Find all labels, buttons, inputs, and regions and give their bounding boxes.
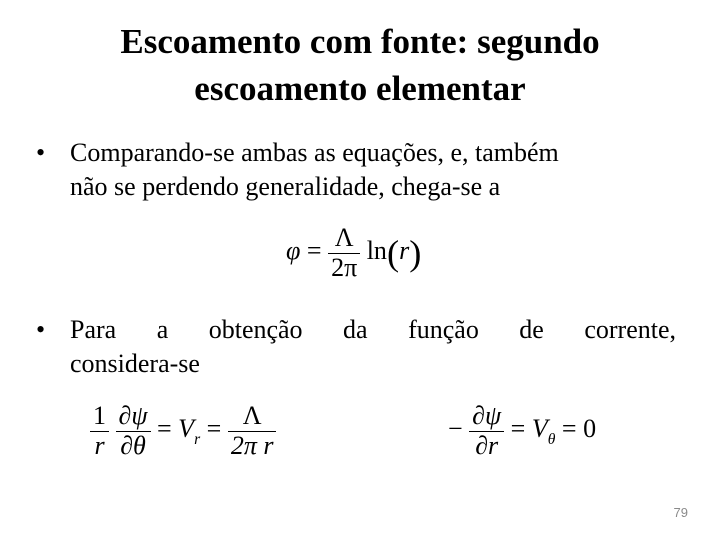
bullet-text — [70, 313, 676, 381]
title-line-1: Escoamento com fonte: segundo — [120, 22, 600, 61]
open-paren: ( — [386, 233, 400, 274]
minus-sign: − — [448, 414, 463, 444]
fraction — [228, 402, 277, 460]
bullet-symbol: • — [36, 315, 46, 344]
phi-symbol: φ — [286, 236, 301, 266]
equals-sign: = — [510, 414, 526, 444]
denominator: ∂θ — [120, 430, 146, 460]
page-number: 79 — [673, 505, 688, 520]
fraction — [90, 402, 109, 460]
equals-sign: = — [206, 414, 222, 444]
bullet-symbol: • — [36, 138, 46, 167]
zero-value: 0 — [583, 414, 597, 444]
bullet-line: não se perdendo generalidade, chega-se a — [70, 172, 501, 201]
numerator: 1 — [93, 401, 106, 430]
velocity-subscript: θ — [547, 431, 556, 449]
denominator: 2π r — [230, 430, 274, 460]
denominator: 2π — [331, 252, 358, 282]
fraction — [469, 402, 504, 460]
radius-symbol: r — [399, 236, 410, 266]
bullet-line: Para a obtenção da função de corrente, — [70, 315, 676, 344]
equation-velocity-potential — [286, 224, 421, 282]
ln-function: ln — [366, 236, 387, 266]
numerator: Λ — [242, 401, 262, 430]
numerator: ∂ψ — [118, 401, 148, 430]
equation-tangential-velocity — [448, 402, 596, 460]
velocity-symbol: V — [178, 414, 195, 444]
fraction — [328, 224, 360, 282]
equals-sign: = — [157, 414, 172, 444]
slide-title — [0, 18, 720, 112]
velocity-subscript: r — [194, 431, 201, 449]
bullet-text — [70, 136, 676, 204]
bullet-item-1 — [36, 136, 676, 204]
equals-sign: = — [306, 236, 322, 266]
close-paren: ) — [409, 233, 422, 274]
denominator: r — [94, 430, 105, 460]
numerator: ∂ψ — [472, 401, 502, 430]
equation-radial-velocity — [90, 402, 276, 460]
bullet-line: considera-se — [70, 349, 200, 378]
denominator: ∂r — [475, 430, 499, 460]
equals-sign: = — [561, 414, 577, 444]
velocity-symbol: V — [531, 414, 548, 444]
bullet-item-2 — [36, 313, 676, 381]
title-line-2: escoamento elementar — [194, 69, 526, 108]
bullet-line: Comparando-se ambas as equações, e, também — [70, 138, 559, 167]
fraction — [116, 402, 151, 460]
numerator: Λ — [334, 223, 354, 252]
